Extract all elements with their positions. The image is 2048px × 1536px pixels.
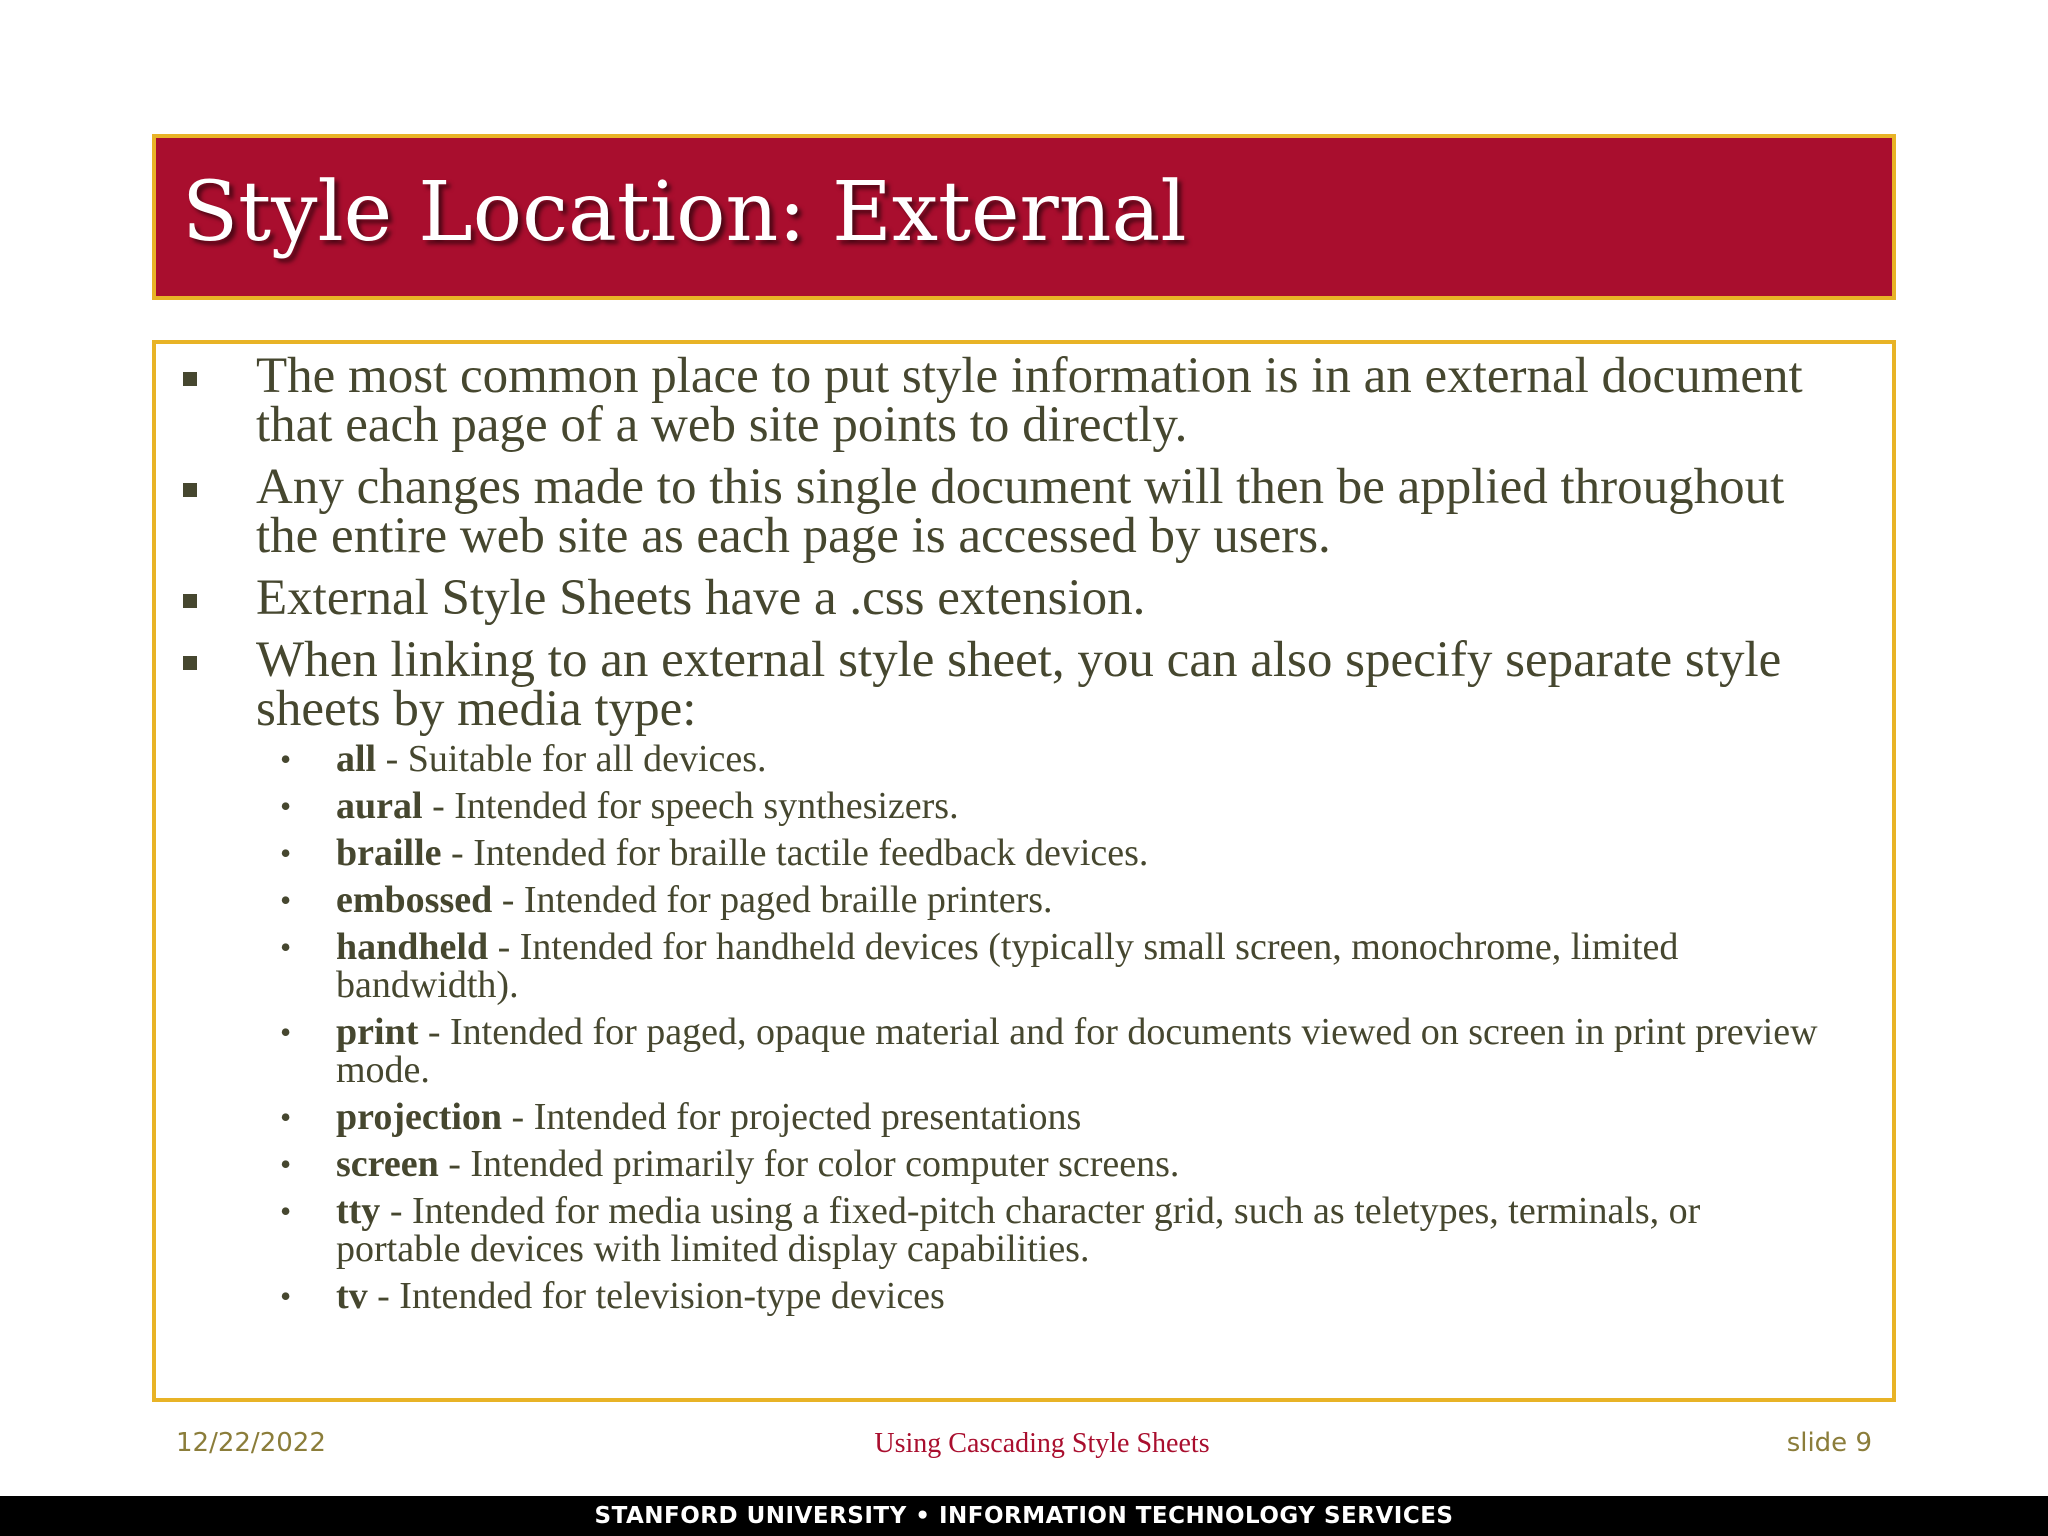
media-type-term: all (336, 738, 377, 780)
media-type-term: braille (336, 832, 442, 874)
square-bullet-icon (183, 594, 197, 608)
media-type-item (246, 1192, 1852, 1268)
footer-banner: STANFORD UNIVERSITY • INFORMATION TECHNOLOGY SERVICES (0, 1496, 2048, 1536)
dot-bullet-icon: • (280, 741, 292, 777)
slide-title-bar (152, 134, 1896, 300)
media-type-list (246, 740, 1852, 1315)
media-type-item (246, 834, 1852, 872)
media-type-item (246, 740, 1852, 778)
bullet-text: When linking to an external style sheet, you can also specify separate style sheets by media type: (256, 632, 1782, 737)
media-type-term: tv (336, 1275, 368, 1317)
media-type-item (246, 1277, 1852, 1315)
dot-bullet-icon: • (280, 929, 292, 965)
media-type-desc: - Intended for media using a fixed-pitch character grid, such as teletypes, terminals, or portable devices with limited display capabilities. (336, 1190, 1701, 1270)
bullet-text: External Style Sheets have a .css extension. (256, 570, 1146, 626)
slide-title: Style Location: External (182, 165, 1187, 260)
media-type-item (246, 928, 1852, 1004)
media-type-item (246, 881, 1852, 919)
bullet-item (156, 459, 1892, 564)
media-type-item (246, 787, 1852, 825)
bullet-text: The most common place to put style information is in an external document that each page of a web site points to directly. (256, 348, 1803, 453)
media-type-term: embossed (336, 879, 493, 921)
footer-presentation-title: Using Cascading Style Sheets (874, 1428, 1210, 1459)
media-type-desc: - Intended for projected presentations (502, 1096, 1082, 1138)
media-type-desc: - Intended for braille tactile feedback devices. (441, 832, 1149, 874)
bullet-list (156, 348, 1892, 1317)
media-type-desc: - Intended for speech synthesizers. (422, 785, 959, 827)
bullet-text: Any changes made to this single document will then be applied throughout the entire web site as each page is accessed by users. (256, 459, 1785, 564)
media-type-term: tty (336, 1190, 381, 1232)
media-type-term: print (336, 1011, 419, 1053)
media-type-desc: - Intended for paged braille printers. (492, 879, 1053, 921)
dot-bullet-icon: • (280, 788, 292, 824)
media-type-desc: - Intended for television-type devices (367, 1275, 945, 1317)
media-type-desc: - Intended primarily for color computer screens. (438, 1143, 1180, 1185)
media-type-term: handheld (336, 926, 489, 968)
media-type-term: projection (336, 1096, 503, 1138)
media-type-item (246, 1145, 1852, 1183)
media-type-item (246, 1098, 1852, 1136)
dot-bullet-icon: • (280, 882, 292, 918)
bullet-item (156, 632, 1892, 1317)
dot-bullet-icon: • (280, 835, 292, 871)
media-type-term: aural (336, 785, 423, 827)
bullet-item (156, 570, 1892, 626)
media-type-term: screen (336, 1143, 439, 1185)
media-type-desc: - Intended for paged, opaque material and for documents viewed on screen in print preview mode. (336, 1011, 1818, 1091)
square-bullet-icon (183, 372, 197, 386)
bullet-item (156, 348, 1892, 453)
dot-bullet-icon: • (280, 1146, 292, 1182)
dot-bullet-icon: • (280, 1193, 292, 1229)
footer-slide-number: slide 9 (1786, 1428, 1872, 1458)
media-type-desc: - Suitable for all devices. (376, 738, 767, 780)
footer-date: 12/22/2022 (176, 1428, 326, 1458)
square-bullet-icon (183, 483, 197, 497)
dot-bullet-icon: • (280, 1014, 292, 1050)
media-type-desc: - Intended for handheld devices (typically small screen, monochrome, limited bandwidth). (336, 926, 1679, 1006)
slide-content-box (152, 340, 1896, 1402)
dot-bullet-icon: • (280, 1099, 292, 1135)
dot-bullet-icon: • (280, 1278, 292, 1314)
media-type-item (246, 1013, 1852, 1089)
square-bullet-icon (183, 656, 197, 670)
